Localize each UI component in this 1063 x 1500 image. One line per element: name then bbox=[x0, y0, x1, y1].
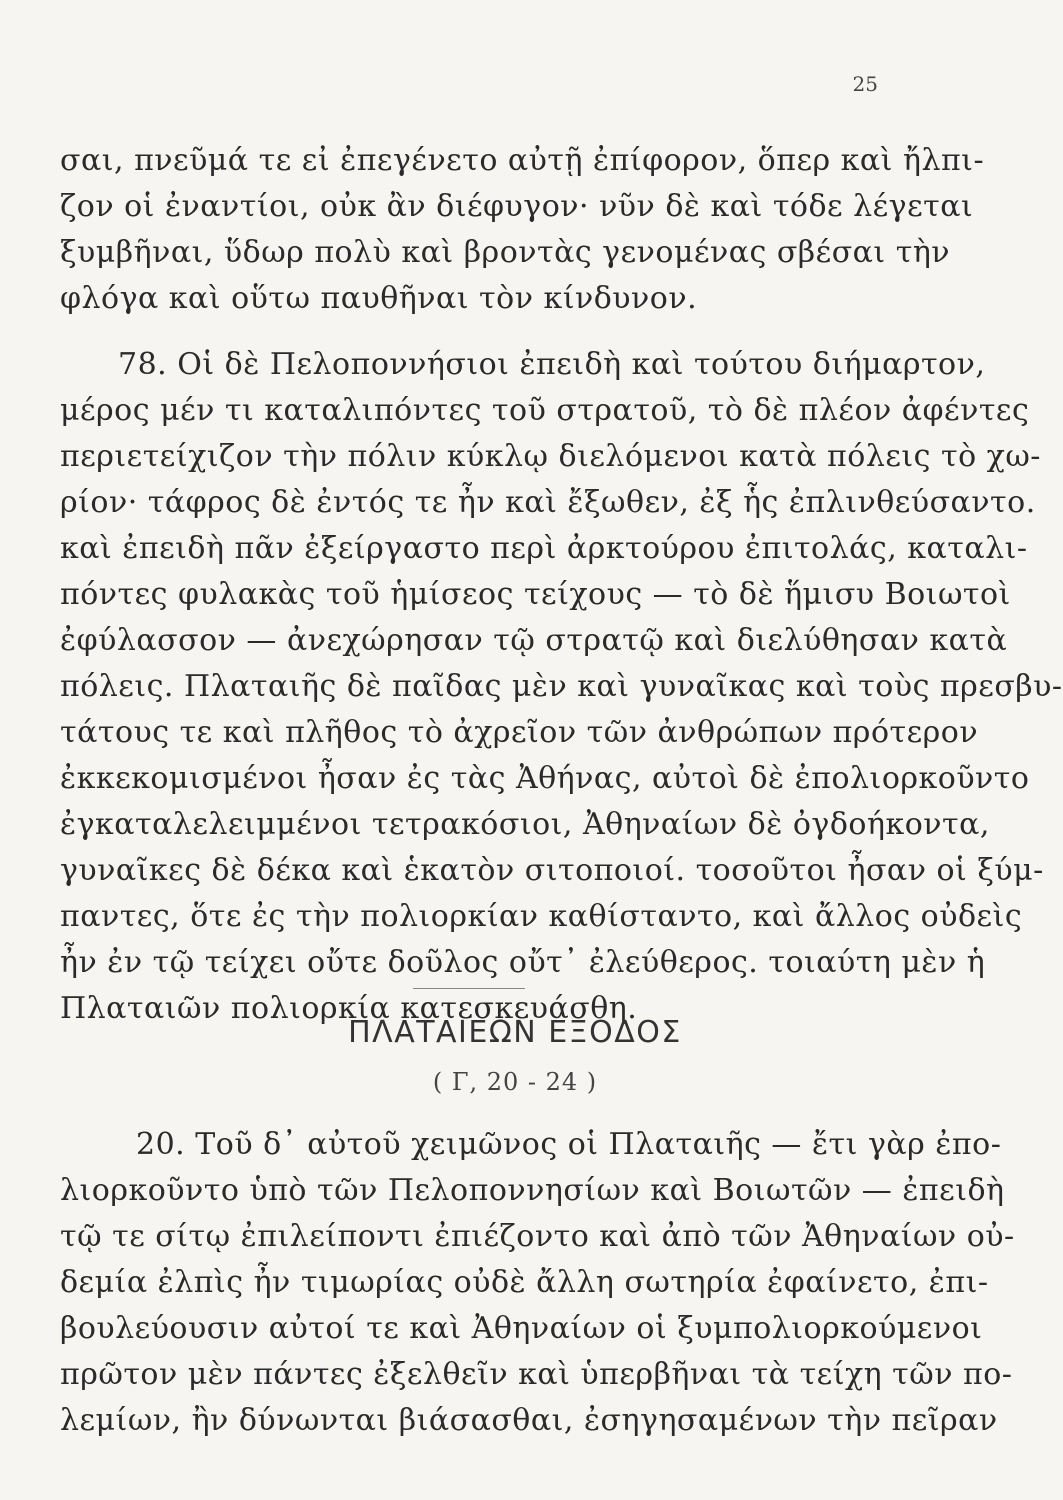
text-line: ἐφύλασσον — ἀνεχώρησαν τῷ στρατῷ καὶ διελύθησαν κατὰ bbox=[60, 623, 1008, 658]
text-line: δεμία ἐλπὶς ἦν τιμωρίας οὐδὲ ἄλλη σωτηρία ἐφαίνετο, ἐπι- bbox=[60, 1265, 989, 1300]
text-line: ζον οἱ ἐναντίοι, οὐκ ἂν διέφυγον· νῦν δὲ καὶ τόδε λέγεται bbox=[60, 189, 974, 224]
text-line: παντες, ὅτε ἐς τὴν πολιορκίαν καθίσταντο, καὶ ἄλλος οὐδεὶς bbox=[60, 899, 1023, 934]
text-line: 20. Τοῦ δ᾽ αὐτοῦ χειμῶνος οἱ Πλαταιῆς — ἔτι γὰρ ἐπο- bbox=[136, 1127, 1002, 1162]
text-line: ἐγκαταλελειμμένοι τετρακόσιοι, Ἀθηναίων δὲ ὀγδοήκοντα, bbox=[60, 807, 990, 842]
text-line: ἦν ἐν τῷ τείχει οὔτε δοῦλος οὔτ᾽ ἐλεύθερος. τοιαύτη μὲν ἡ bbox=[60, 945, 986, 980]
text-line: λεμίων, ἢν δύνωνται βιάσασθαι, ἐσηγησαμένων τὴν πεῖραν bbox=[60, 1403, 998, 1438]
text-line: ἐκκεκομισμένοι ἦσαν ἐς τὰς Ἀθήνας, αὐτοὶ δὲ ἐπολιορκοῦντο bbox=[60, 761, 1030, 796]
text-line: τῷ τε σίτῳ ἐπιλείποντι ἐπιέζοντο καὶ ἀπὸ τῶν Ἀθηναίων οὐ- bbox=[60, 1219, 1015, 1254]
text-line: καὶ ἐπειδὴ πᾶν ἐξείργαστο περὶ ἀρκτούρου ἐπιτολάς, καταλι- bbox=[60, 531, 1028, 566]
text-line: βουλεύουσιν αὐτοί τε καὶ Ἀθηναίων οἱ ξυμπολιορκούμενοι bbox=[60, 1311, 983, 1346]
text-line: πόντες φυλακὰς τοῦ ἡμίσεος τείχους — τὸ δὲ ἥμισυ Βοιωτοὶ bbox=[60, 577, 1011, 612]
section-divider bbox=[413, 988, 525, 989]
text-line: ρίον· τάφρος δὲ ἐντός τε ἦν καὶ ἔξωθεν, ἐξ ἧς ἐπλινθεύσαντο. bbox=[60, 485, 1036, 520]
text-line: σαι, πνεῦμά τε εἰ ἐπεγένετο αὐτῇ ἐπίφορον, ὅπερ καὶ ἤλπι- bbox=[60, 143, 985, 178]
text-line: μέρος μέν τι καταλιπόντες τοῦ στρατοῦ, τὸ δὲ πλέον ἀφέντες bbox=[60, 393, 1030, 428]
text-line: πρῶτον μὲν πάντες ἐξελθεῖν καὶ ὑπερβῆναι τὰ τείχη τῶν πο- bbox=[60, 1357, 1013, 1392]
text-line: λιορκοῦντο ὑπὸ τῶν Πελοποννησίων καὶ Βοιωτῶν — ἐπειδὴ bbox=[60, 1173, 1005, 1208]
text-line: περιετείχιζον τὴν πόλιν κύκλῳ διελόμενοι κατὰ πόλεις τὸ χω- bbox=[60, 439, 1041, 474]
text-line: τάτους τε καὶ πλῆθος τὸ ἀχρεῖον τῶν ἀνθρώπων πρότερον bbox=[60, 715, 979, 750]
text-line: Πλαταιῶν πολιορκία κατεσκευάσθη. bbox=[60, 991, 638, 1026]
section-title: ΠΛΑΤΑΙΕΩΝ ΕΞΟΔΟΣ bbox=[348, 1015, 682, 1050]
text-line: φλόγα καὶ οὕτω παυθῆναι τὸν κίνδυνον. bbox=[60, 281, 698, 316]
text-line: γυναῖκες δὲ δέκα καὶ ἑκατὸν σιτοποιοί. τοσοῦτοι ἦσαν οἱ ξύμ- bbox=[60, 853, 1044, 888]
page-number: 25 bbox=[852, 72, 878, 96]
text-line: πόλεις. Πλαταιῆς δὲ παῖδας μὲν καὶ γυναῖκας καὶ τοὺς πρεσβυ- bbox=[60, 669, 1063, 704]
text-line: ξυμβῆναι, ὕδωρ πολὺ καὶ βροντὰς γενομένας σβέσαι τὴν bbox=[60, 235, 951, 270]
section-reference: ( Γ, 20 - 24 ) bbox=[432, 1068, 598, 1096]
text-line: 78. Οἱ δὲ Πελοποννήσιοι ἐπειδὴ καὶ τούτου διήμαρτον, bbox=[118, 347, 986, 382]
intro-paragraph bbox=[60, 138, 985, 322]
chapter-78-paragraph bbox=[60, 342, 1063, 1032]
chapter-20-paragraph bbox=[60, 1122, 1015, 1444]
